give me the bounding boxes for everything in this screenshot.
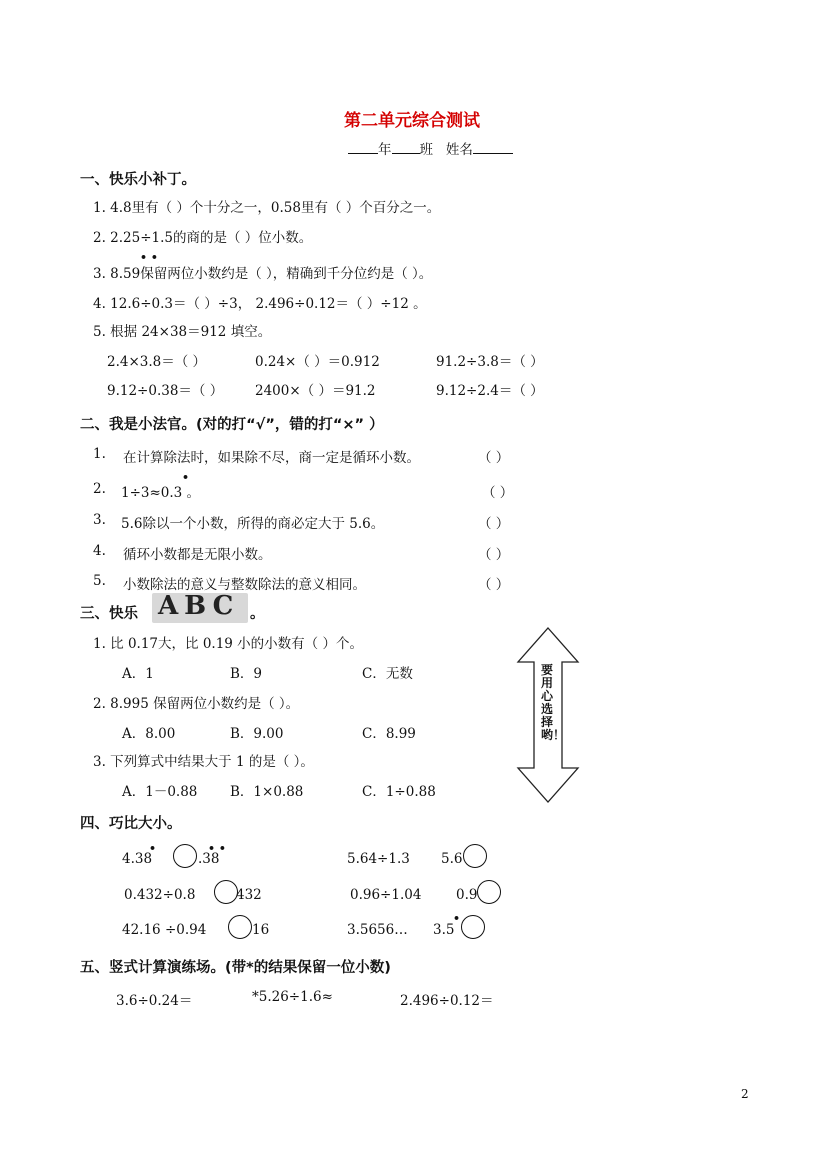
- repeating-dot: • •: [208, 842, 226, 855]
- student-info-line: 年 班 姓名: [348, 138, 513, 158]
- s3-q2-opt-a[interactable]: A．8.00: [122, 726, 176, 742]
- compare-circle[interactable]: [463, 844, 487, 868]
- s2-num-5: 5.: [93, 573, 106, 589]
- s1-item-3: 3. 8.59保留两位小数约是（ ），精确到千分位约是（ ）。: [93, 266, 433, 282]
- s2-num-1: 1.: [93, 446, 106, 462]
- s1-item-2: 2. 2.25÷1.5的商的是（ ）位小数。: [93, 230, 313, 246]
- s2-paren-1[interactable]: （ ）: [478, 450, 510, 466]
- s3-q1-opt-c[interactable]: C．无数: [362, 666, 413, 682]
- s3-q1-opt-a[interactable]: A．1: [122, 666, 154, 682]
- year-blank[interactable]: [348, 139, 378, 154]
- s1-fill-2a: 9.12÷0.38＝（ ）: [107, 383, 224, 399]
- s4-r3-right-b: 3.5: [433, 922, 455, 938]
- compare-circle[interactable]: [173, 844, 197, 868]
- s1-fill-1b: 0.24×（ ）＝0.912: [255, 354, 380, 370]
- s1-fill-1c: 91.2÷3.8＝（ ）: [436, 354, 544, 370]
- s4-r1-right-b: 5.6: [441, 851, 463, 867]
- repeating-dot: •: [182, 471, 190, 484]
- s3-q3-opt-a[interactable]: A．1－0.88: [122, 784, 198, 800]
- s2-num-2: 2.: [93, 481, 106, 497]
- page-number: 2: [741, 1087, 749, 1101]
- s2-num-4: 4.: [93, 543, 106, 559]
- s5-item-1: 3.6÷0.24＝: [116, 993, 193, 1009]
- s3-q3-opt-c[interactable]: C．1÷0.88: [362, 784, 436, 800]
- s1-item-5: 5. 根据 24×38＝912 填空。: [93, 324, 272, 340]
- section2-heading: 二、我是小法官。(对的打“√”，错的打“×” ）: [80, 417, 384, 433]
- s2-text-1: 在计算除法时，如果除不尽，商一定是循环小数。: [123, 450, 420, 466]
- s2-text-2: 1÷3≈0.3 。: [121, 485, 201, 501]
- s2-text-3: 5.6除以一个小数，所得的商必定大于 5.6。: [121, 516, 385, 532]
- class-blank[interactable]: [392, 139, 420, 154]
- s4-r2-right-b: 0.9: [456, 887, 478, 903]
- s5-item-2: *5.26÷1.6≈: [252, 989, 333, 1005]
- compare-circle[interactable]: [477, 880, 501, 904]
- abc-word-art: ABC: [152, 593, 248, 623]
- name-blank[interactable]: [473, 139, 513, 154]
- s2-num-3: 3.: [93, 512, 106, 528]
- s4-r2-left-a: 0.432÷0.8: [124, 887, 196, 903]
- page-title: 第二单元综合测试: [344, 111, 480, 131]
- s2-paren-3[interactable]: （ ）: [478, 516, 510, 532]
- s1-item-1: 1. 4.8里有（ ）个十分之一，0.58里有（ ）个百分之一。: [93, 200, 441, 216]
- s4-r3-left-a: 42.16 ÷0.94: [122, 922, 207, 938]
- s4-r2-left-b: 432: [236, 887, 262, 903]
- section1-heading: 一、快乐小补丁。: [80, 172, 196, 188]
- s4-r2-right-a: 0.96÷1.04: [350, 887, 422, 903]
- compare-circle[interactable]: [461, 915, 485, 939]
- repeating-dot: • •: [140, 251, 158, 264]
- section3-heading: 三、快乐: [80, 606, 138, 622]
- s1-fill-1a: 2.4×3.8＝（ ）: [107, 354, 207, 370]
- compare-circle[interactable]: [214, 880, 238, 904]
- s1-fill-2b: 2400×（ ）＝91.2: [255, 383, 376, 399]
- s4-r3-left-b: 16: [252, 922, 270, 938]
- s3-q3-opt-b[interactable]: B．1×0.88: [230, 784, 304, 800]
- s5-item-3: 2.496÷0.12＝: [400, 993, 494, 1009]
- s3-q3-stem: 3. 下列算式中结果大于 1 的是（ ）。: [93, 754, 314, 770]
- s4-r3-right-a: 3.5656…: [347, 922, 408, 938]
- s2-text-5: 小数除法的意义与整数除法的意义相同。: [123, 577, 366, 593]
- s1-fill-2c: 9.12÷2.4＝（ ）: [436, 383, 544, 399]
- s4-r1-left-b: .38: [198, 851, 220, 867]
- compare-circle[interactable]: [228, 915, 252, 939]
- s2-paren-4[interactable]: （ ）: [478, 547, 510, 563]
- s2-paren-5[interactable]: （ ）: [478, 577, 510, 593]
- s3-q2-opt-b[interactable]: B．9.00: [230, 726, 284, 742]
- repeating-dot: •: [453, 912, 461, 925]
- s3-q1-opt-b[interactable]: B．9: [230, 666, 263, 682]
- s3-q1-stem: 1. 比 0.17大，比 0.19 小的小数有（ ）个。: [93, 636, 363, 652]
- s3-q2-opt-c[interactable]: C．8.99: [362, 726, 416, 742]
- s4-r1-left-a: 4.38: [122, 851, 153, 867]
- s1-item-4: 4. 12.6÷0.3＝（ ）÷3， 2.496÷0.12＝（ ）÷12 。: [93, 296, 427, 312]
- section4-heading: 四、巧比大小。: [80, 816, 182, 832]
- s4-r1-right-a: 5.64÷1.3: [347, 851, 410, 867]
- s2-text-4: 循环小数都是无限小数。: [123, 547, 272, 563]
- s2-paren-2[interactable]: （ ）: [482, 485, 514, 501]
- section3-heading-tail: 。: [250, 606, 265, 622]
- arrow-note: 要用心选择哟！: [541, 663, 566, 742]
- repeating-dot: •: [149, 842, 157, 855]
- section5-heading: 五、竖式计算演练场。(带*的结果保留一位小数): [80, 960, 391, 976]
- s3-q2-stem: 2. 8.995 保留两位小数约是（ ）。: [93, 696, 300, 712]
